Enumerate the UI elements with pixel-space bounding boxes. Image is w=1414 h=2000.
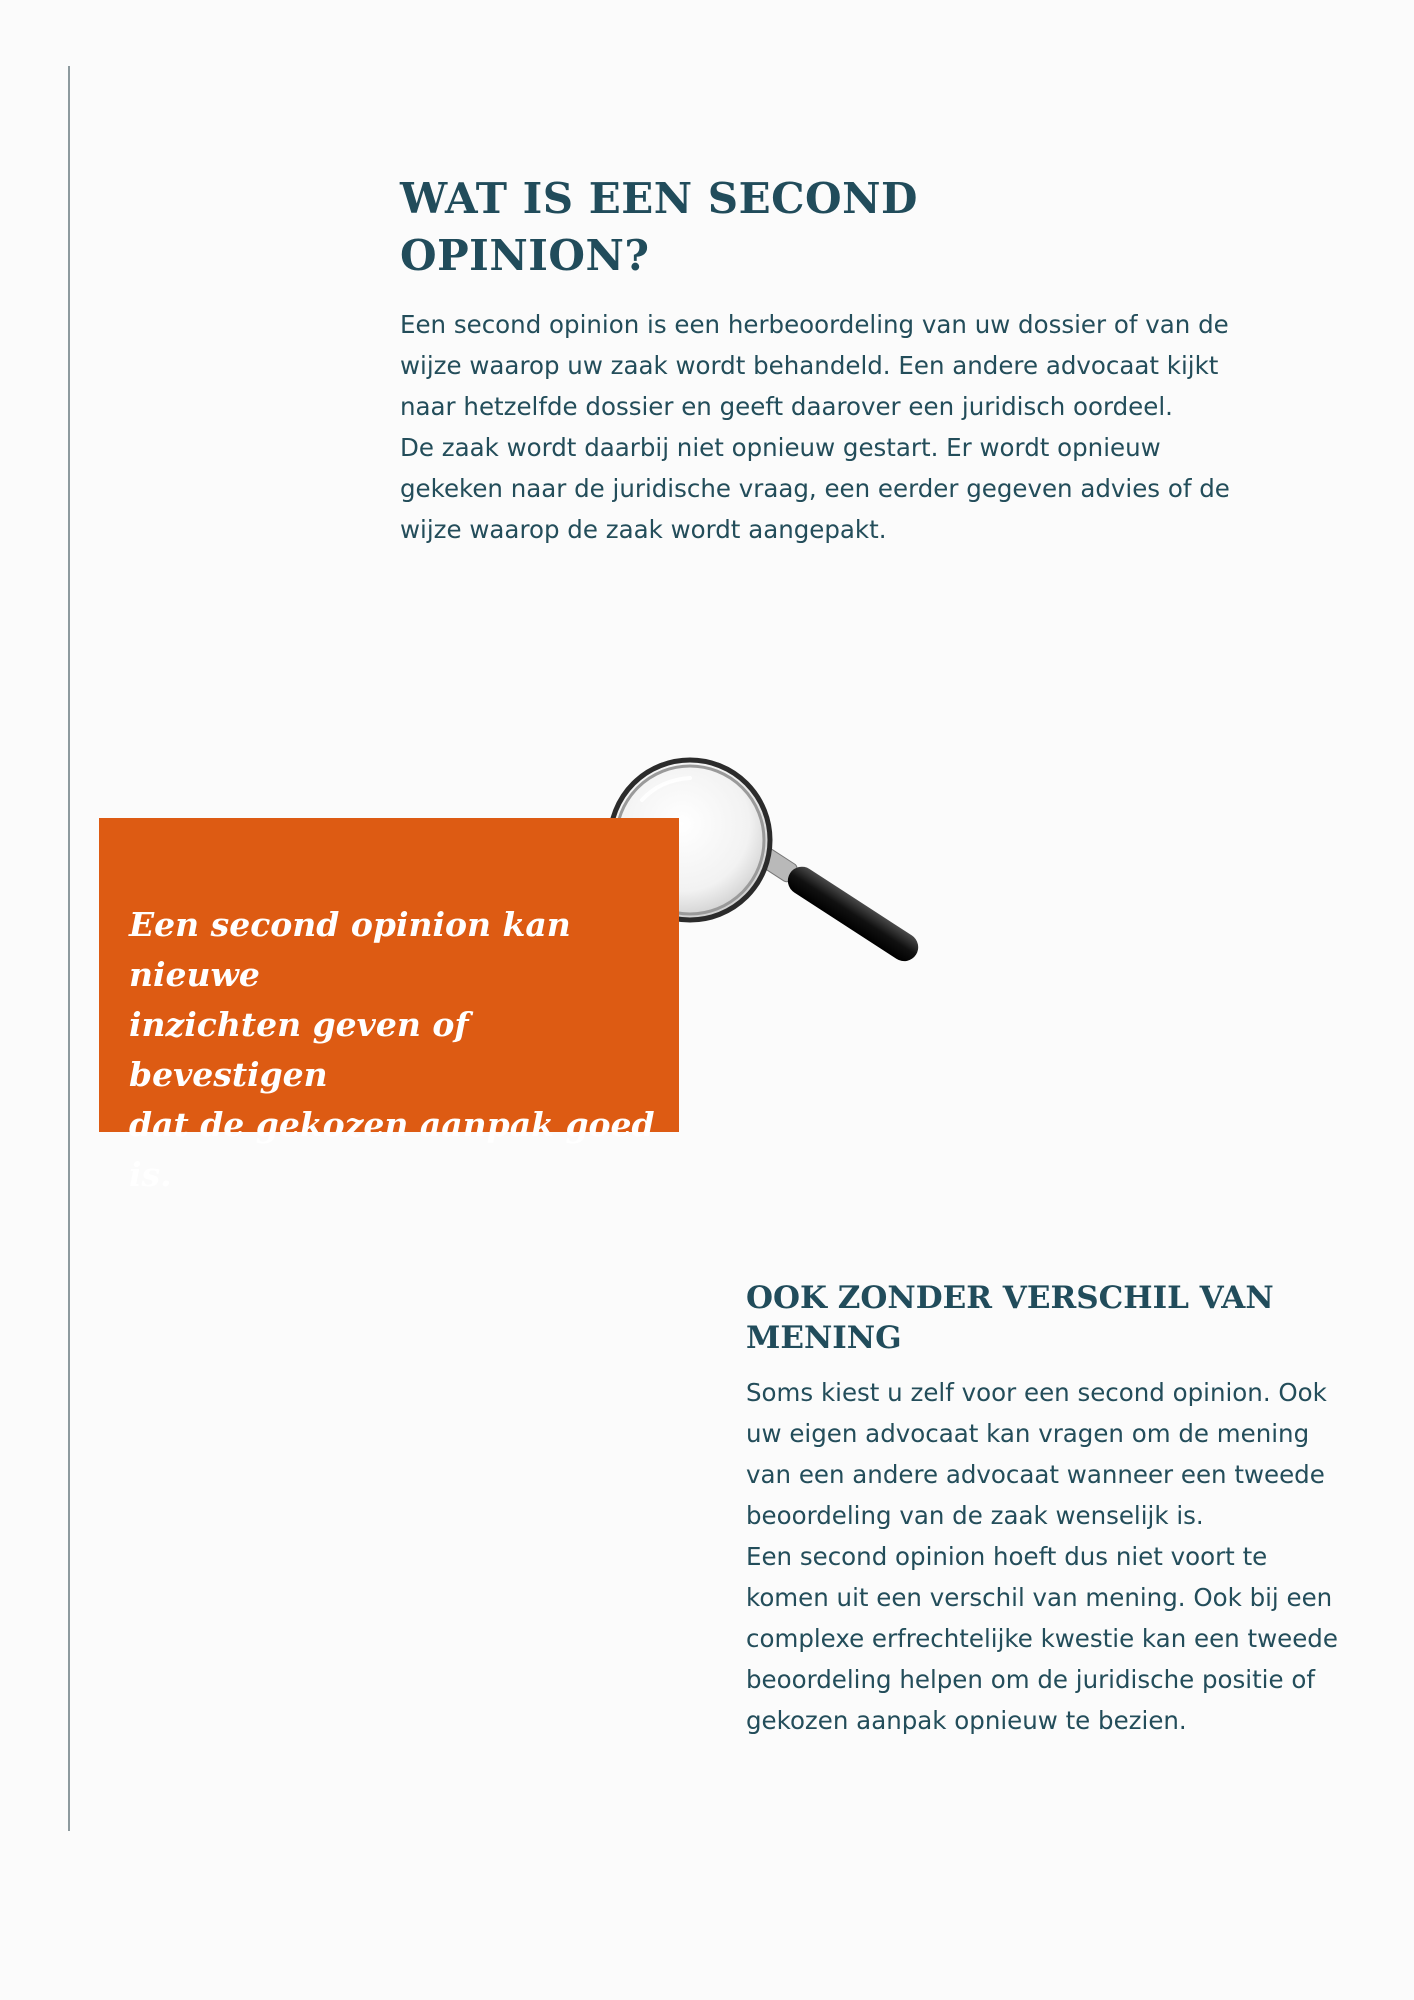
paragraph-line: wijze waarop de zaak wordt aangepakt. [400, 515, 887, 544]
section-2-heading-line-1: OOK ZONDER VERSCHIL VAN [746, 1280, 1274, 1316]
paragraph-line: beoordeling helpen om de juridische positie of [746, 1665, 1315, 1694]
paragraph-line: wijze waarop uw zaak wordt behandeld. Een andere advocaat kijkt [400, 351, 1219, 380]
left-margin-rule [68, 66, 70, 1831]
highlight-quote [129, 900, 655, 1200]
section-1-paragraph [400, 304, 1260, 550]
paragraph-line: gekozen aanpak opnieuw te bezien. [746, 1706, 1187, 1735]
paragraph-line: complexe erfrechtelijke kwestie kan een tweede [746, 1624, 1338, 1653]
paragraph-line: uw eigen advocaat kan vragen om de mening [746, 1419, 1310, 1448]
highlight-quote-box [99, 818, 679, 1194]
section-1-heading [400, 170, 1260, 284]
paragraph-line: beoordeling van de zaak wenselijk is. [746, 1501, 1204, 1530]
paragraph-line: Een second opinion is een herbeoordeling van uw dossier of van de [400, 310, 1229, 339]
section-1-heading-line-2: OPINION? [400, 231, 650, 280]
quote-line: inzichten geven of bevestigen [129, 1005, 469, 1094]
section-without-difference-of-opinion [746, 1278, 1346, 1741]
section-what-is-second-opinion [400, 170, 1260, 550]
quote-line: dat de gekozen aanpak goed is. [129, 1105, 655, 1194]
paragraph-line: van een andere advocaat wanneer een tweede [746, 1460, 1325, 1489]
section-2-paragraph [746, 1372, 1346, 1741]
paragraph-line: De zaak wordt daarbij niet opnieuw gestart. Er wordt opnieuw [400, 433, 1161, 462]
paragraph-line: Soms kiest u zelf voor een second opinion. Ook [746, 1378, 1327, 1407]
paragraph-line: Een second opinion hoeft dus niet voort te [746, 1542, 1268, 1571]
paragraph-line: komen uit een verschil van mening. Ook bij een [746, 1583, 1333, 1612]
section-2-heading-line-2: MENING [746, 1320, 902, 1356]
section-2-heading [746, 1278, 1346, 1358]
section-1-heading-line-1: WAT IS EEN SECOND [400, 174, 918, 223]
paragraph-line: gekeken naar de juridische vraag, een eerder gegeven advies of de [400, 474, 1230, 503]
quote-line: Een second opinion kan nieuwe [129, 905, 571, 994]
paragraph-line: naar hetzelfde dossier en geeft daarover een juridisch oordeel. [400, 392, 1173, 421]
